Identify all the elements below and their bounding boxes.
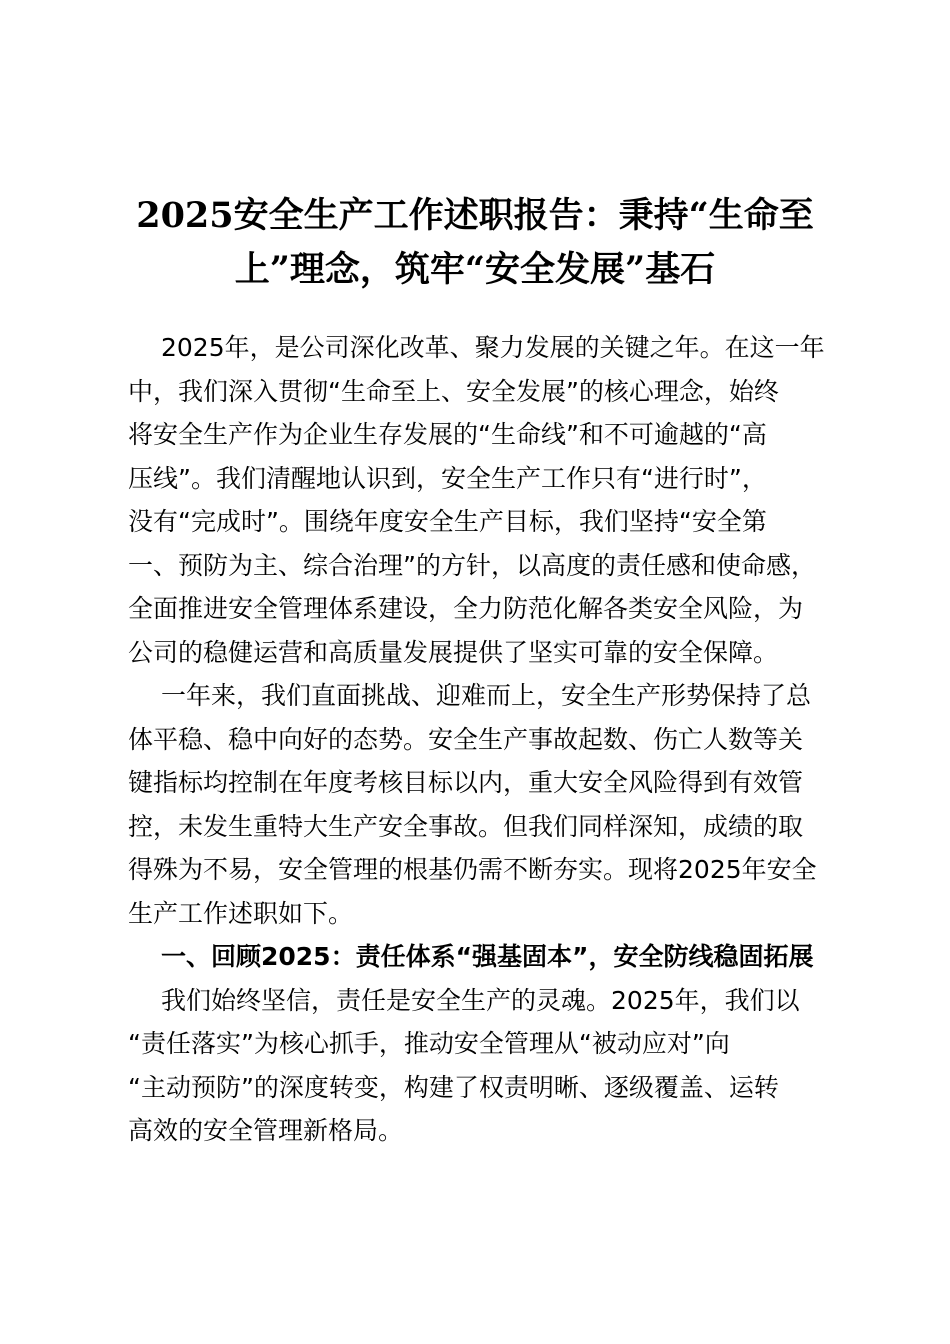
section-heading-1	[128, 935, 848, 979]
text-line: “主动预防”的深度转变，构建了权责明晰、逐级覆盖、运转	[128, 1072, 779, 1102]
text-line: 一、预防为主、综合治理”的方针，以高度的责任感和使命感，	[128, 550, 816, 580]
text-line: 生产工作述职如下。	[128, 898, 354, 928]
text-line: 键指标均控制在年度考核目标以内，重大安全风险得到有效管	[128, 768, 804, 797]
text-line: 没有“完成时”。围绕年度安全生产目标，我们坚持“安全第	[128, 507, 767, 536]
text-line: 公司的稳健运营和高质量发展提供了坚实可靠的安全保障。	[128, 637, 779, 667]
text-line: “责任落实”为核心抓手，推动安全管理从“被动应对”向	[128, 1029, 730, 1058]
text-line: 2025年，是公司深化改革、聚力发展的关键之年。在这一年	[161, 333, 825, 362]
section-heading-text: 一、回顾2025：责任体系“强基固本”，安全防线稳固拓展	[161, 942, 814, 971]
title-line-1: 2025安全生产工作述职报告：秉持“生命至	[136, 195, 814, 237]
text-line: 控，未发生重特大生产安全事故。但我们同样深知，成绩的取	[128, 811, 804, 841]
intro-paragraph-2	[128, 674, 848, 935]
text-line: 全面推进安全管理体系建设，全力防范化解各类安全风险，为	[128, 594, 804, 623]
text-line: 体平稳、稳中向好的态势。安全生产事故起数、伤亡人数等关	[128, 724, 804, 754]
text-line: 高效的安全管理新格局。	[128, 1116, 404, 1145]
title-line-2: 上”理念，筑牢“安全发展”基石	[234, 249, 716, 291]
document-title	[100, 189, 850, 297]
text-line: 一年来，我们直面挑战、迎难而上，安全生产形势保持了总	[161, 681, 812, 710]
text-line: 我们始终坚信，责任是安全生产的灵魂。2025年，我们以	[161, 985, 800, 1015]
text-line: 压线”。我们清醒地认识到，安全生产工作只有“进行时”，	[128, 463, 767, 493]
text-line: 得殊为不易，安全管理的根基仍需不断夯实。现将2025年安全	[128, 855, 817, 884]
document-body	[128, 326, 848, 1153]
section-1-paragraph-1	[128, 979, 848, 1153]
text-line: 中，我们深入贯彻“生命至上、安全发展”的核心理念，始终	[128, 376, 779, 406]
text-line: 将安全生产作为企业生存发展的“生命线”和不可逾越的“高	[128, 420, 767, 449]
intro-paragraph-1	[128, 326, 848, 674]
